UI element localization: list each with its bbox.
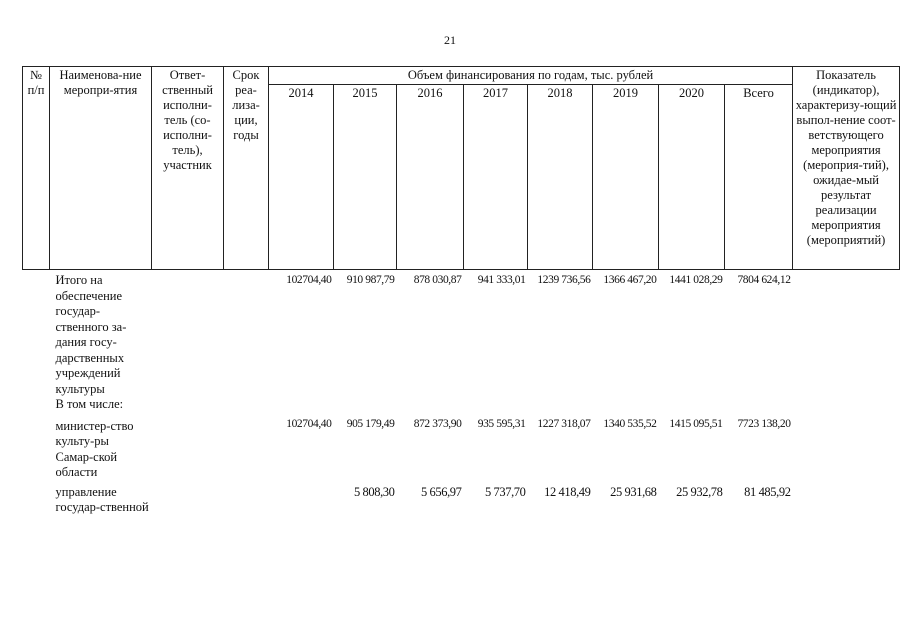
row-name: министер-ство культу-ры Самар-ской области: [55, 418, 134, 479]
value-cell: 1366 467,20: [603, 274, 657, 286]
value-cell: 5 737,70: [484, 484, 526, 499]
row-name: В том числе:: [55, 397, 124, 411]
table-row-department: [23, 481, 900, 516]
header-year-2016: 2016: [397, 85, 464, 270]
header-funding-volume: Объем финансирования по годам, тыс. рублей: [269, 67, 793, 85]
header-year-2017: 2017: [464, 85, 528, 270]
value-cell: 1441 028,29: [669, 274, 723, 286]
value-cell: 872 373,90: [413, 417, 462, 430]
header-measure-name: Наименова-ние меропри-ятия: [50, 67, 152, 270]
table-row-total: [23, 270, 900, 398]
header-year-2018: 2018: [528, 85, 593, 270]
value-cell: 941 333,01: [477, 274, 526, 286]
header-year-2015: 2015: [334, 85, 397, 270]
header-total: Всего: [725, 85, 793, 270]
value-cell: 1239 736,56: [537, 274, 591, 286]
header-implementation-period: Срок реа-лиза-ции, годы: [224, 67, 269, 270]
header-year-2019: 2019: [593, 85, 659, 270]
value-cell: 25 932,78: [676, 484, 723, 499]
value-cell: 102704,40: [286, 417, 332, 430]
value-cell: 5 808,30: [353, 484, 395, 499]
header-year-2020: 2020: [659, 85, 725, 270]
value-cell: 5 656,97: [420, 484, 462, 499]
row-name: управление государ-ственной: [55, 484, 149, 514]
table-row-ministry: [23, 413, 900, 481]
value-cell: 25 931,68: [610, 484, 657, 499]
value-cell: 102704,40: [286, 274, 332, 286]
funding-table: [22, 66, 900, 516]
header-number: № п/п: [23, 67, 50, 270]
value-cell: 935 595,31: [477, 417, 526, 430]
value-cell: 7804 624,12: [737, 274, 791, 286]
value-cell: 1227 318,07: [537, 417, 591, 430]
value-cell: 910 987,79: [346, 274, 395, 286]
value-cell: 905 179,49: [346, 417, 395, 430]
header-indicator: Показатель (индикатор), характеризу-ющий выпол-нение соот-ветствующего мероприятия (мероприя-тий), ожидае-мый результат реализации мероприятия (мероприятий): [793, 67, 900, 270]
row-name: Итого на обеспечение государ-ственного за-дания госу-дарственных учреждений культуры: [55, 273, 127, 396]
funding-table-wrapper: [22, 66, 899, 516]
header-responsible-executor: Ответ-ственный исполни-тель (со-исполни-тель), участник: [152, 67, 224, 270]
value-cell: 1340 535,52: [603, 417, 657, 430]
value-cell: [269, 481, 334, 516]
value-cell: 12 418,49: [544, 484, 591, 499]
value-cell: 878 030,87: [413, 274, 462, 286]
table-row-including: [23, 397, 900, 413]
header-year-2014: 2014: [269, 85, 334, 270]
value-cell: 1415 095,51: [669, 417, 723, 430]
value-cell: 7723 138,20: [737, 417, 791, 430]
value-cell: 81 485,92: [744, 484, 791, 499]
page-number: 21: [444, 33, 456, 47]
